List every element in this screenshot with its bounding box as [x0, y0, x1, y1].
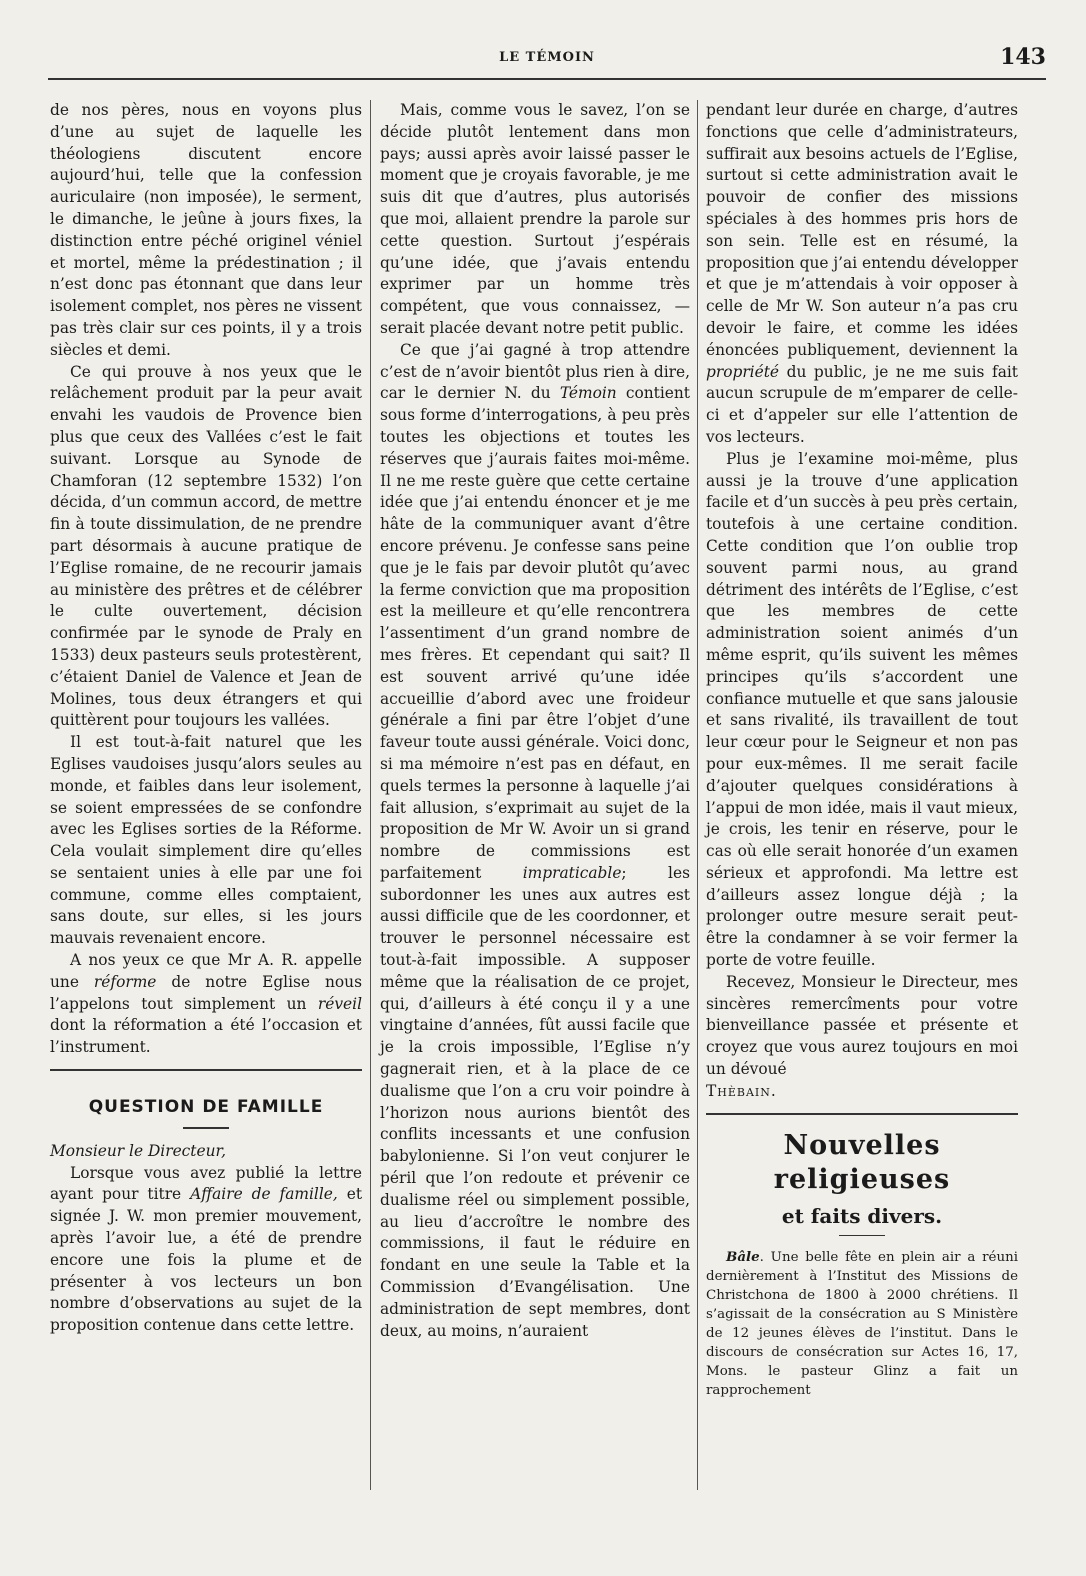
column-2 — [380, 100, 690, 1342]
paragraph — [50, 950, 362, 1059]
signature: Thèbain. — [706, 1081, 777, 1100]
running-title: LE TÉMOIN — [499, 50, 595, 65]
column-3 — [706, 100, 1018, 1400]
text-run: A nos yeux ce que Mr A. R. appelle une — [50, 951, 362, 991]
column-divider-left — [370, 100, 371, 1490]
text-run: Ce que j’ai gagné à trop attendre c’est de n’avoir bientôt plus rien à dire, car le dernier N. du — [380, 340, 690, 403]
emphasis: réveil — [317, 994, 362, 1013]
text-run: ; les subordonner les unes aux autres est aussi difficile que de les coordonner, et trouver le personnel nécessaire est tout-à-fait impossible. A supposer même que la réalisation de ce projet, qui, d’ailleurs à été conçu il y a une vingtaine d’années, fût aussi facile que je la crois impossible, l’Eglise n’y gagnerait rien, et à la place de ce dualisme que l’on a cru voir poindre à l’horizon nous aurions bientôt des conflits incessants et une confusion babylonienne. Si l’on veut conjurer le péril que l’on redoute et prévenir ce dualisme réel ou simplement possible, au lieu d’accroître le nombre des commissions, il faut le réduire en fondant en une seule la Table et la Commission d’Evangélisation. Une administration de sept membres, dont deux, au moins, n’auraient — [380, 863, 690, 1340]
column-divider-right — [697, 100, 698, 1490]
emphasis: propriété — [706, 362, 780, 381]
emphasis: réforme — [93, 972, 157, 991]
paragraph: de nos pères, nous en voyons plus d’une au sujet de laquelle les théologiens discutent encore aujourd’hui, telle que la confession auriculaire (non imposée), le serment, le dimanche, le jeûne à jours fixes, la distinction entre péché originel véniel et mortel, même la prédestination ; il n’est donc pas étonnant que dans leur isolement complet, nos pères ne vissent pas très clair sur ces points, il y a trois siècles et demi. — [50, 101, 362, 359]
paragraph — [380, 340, 690, 1343]
section-rule — [50, 1069, 362, 1071]
emphasis: impraticable — [522, 863, 622, 882]
running-header — [48, 44, 1046, 72]
news-section-subtitle: et faits divers. — [781, 1203, 943, 1228]
page-number: 143 — [1000, 44, 1046, 70]
paragraph — [50, 1163, 362, 1337]
news-item — [706, 1248, 1018, 1400]
text-run: du public, je ne me suis fait aucun scrupule de m’emparer de celle-ci et d’appeler sur elle l’attention de vos lecteurs. — [706, 362, 1018, 446]
paragraph: Ce qui prouve à nos yeux que le relâchement produit par la peur avait envahi les vaudois de Provence bien plus que ceux des Vallées c’est le fait suivant. Lorsque au Synode de Chamforan (12 septembre 1532) l’on décida, d’un commun accord, de mettre fin à toute dissimulation, de ne prendre part désormais à aucune pratique de l’Eglise romaine, de ne recourir jamais au ministère des prêtres et de célébrer le culte ouvertement, décision confirmée par le synode de Praly en 1533) deux pasteurs seuls protestèrent, c’étaient Daniel de Valence et Jean de Molines, tous deux étrangers et qui quittèrent pour toujours les vallées. — [50, 362, 362, 730]
text-run: de notre Eglise nous l’appelons tout simplement un — [50, 972, 362, 1013]
emphasis: Témoin — [559, 384, 617, 403]
text-run: dont la réformation a été l’occasion et l’instrument. — [50, 1016, 362, 1057]
section-rule — [706, 1113, 1018, 1115]
section-title: QUESTION DE FAMILLE — [88, 1097, 324, 1118]
text-run: . Une belle fête en plein air a réuni dernièrement à l’Institut des Missions de Christchona de 1800 à 2000 chrétiens. Il s’agissait de la consécration au S Ministère de 12 jeunes élèves de l’institut. Dans le discours de consécration sur Actes 16, 17, Mons. le pasteur Glinz a fait un rapprochement — [706, 1249, 1018, 1398]
text-run: pendant leur durée en charge, d’autres fonctions que celle d’administrateurs, suffirait aux besoins actuels de l’Eglise, surtout si cette administration avait le pouvoir de confier des missions spéciales à des hommes pris hors de son sein. Telle est en résumé, la proposition que j’ai entendu développer et que je m’attendais à voir opposer à celle de Mr W. Son auteur n’a pas cru devoir le faire, et comme les idées énoncées publiquement, deviennent la — [706, 101, 1019, 359]
news-place: Bâle — [726, 1248, 760, 1265]
text-run: et signée J. W. mon premier mouvement, après l’avoir lue, a été de prendre encore une fois la plume et de présenter à vos lecteurs un bon nombre d’observations au sujet de la proposition contenue dans cette lettre. — [50, 1185, 362, 1335]
text-run: Lorsque vous avez publié la lettre ayant pour titre — [50, 1163, 362, 1204]
paragraph: Mais, comme vous le savez, l’on se décide plutôt lentement dans mon pays; aussi après avoir laissé passer le moment que je croyais favorable, je me suis dit que d’autres, plus autorisés que moi, allaient prendre la parole sur cette question. Surtout j’espérais qu’une idée, que j’avais entendu exprimer par un homme très compétent, que vous connaissez, — serait placée devant notre petit public. — [380, 101, 690, 337]
paragraph: Plus je l’examine moi-même, plus aussi je la trouve d’une application facile et d’un succès à peu près certain, toutefois à une certaine condition. Cette condition que l’on oublie trop souvent parmi nous, au grand détriment des intérêts de l’Eglise, c’est que les membres de cette administration soient animés d’un même esprit, qu’ils suivent les mêmes principes qu’ils s’accordent une confiance mutuelle et que sans jalousie et sans rivalité, ils travaillent de tout leur cœur pour le Seigneur et non pas pour eux-mêmes. Il me serait facile d’ajouter quelques considérations à l’appui de mon idée, mais il vaut mieux, je crois, les tenir en réserve, pour le cas où elle serait honorée d’un examen sérieux et approfondi. Ma lettre est d’ailleurs assez longue déjà ; la prolonger outre mesure serait peut-être la condamner à se voir fermer la porte de votre feuille. — [706, 449, 1018, 970]
paragraph: Recevez, Monsieur le Directeur, mes sincères remercîments pour votre bienveillance passée et présente et croyez que vous aurez toujours en moi un dévoué — [706, 972, 1018, 1079]
header-rule — [48, 78, 1046, 80]
news-section-title: Nouvelles religieuses — [773, 1129, 951, 1195]
column-1 — [50, 100, 362, 1337]
text-run: contient sous forme d’interrogations, à peu près toutes les objections et toutes les réserves que j’aurais faites moi-même. Il ne me reste guère que cette certaine idée que j’ai entendu énoncer et je me hâte de la communiquer avant d’être encore prévenu. Je confesse sans peine que je le fais par devoir plutôt qu’avec la ferme conviction que ma proposition est la meilleure et qu’elle rencontrera l’assentiment d’un grand nombre de mes frères. Et cependant qui sait? Il est souvent arrivé qu’une idée accueillie d’abord avec une froideur générale a fini par être l’objet d’une faveur toute aussi générale. Voici donc, si ma mémoire n’est pas en défaut, en quels termes la personne à laquelle j’ai fait allusion, s’exprimait au sujet de la proposition de Mr W. Avoir un si grand nombre de commissions est parfaitement — [380, 384, 690, 882]
emphasis: Affaire de famille, — [190, 1185, 338, 1204]
paragraph — [706, 100, 1018, 449]
paragraph: Il est tout-à-fait naturel que les Eglises vaudoises jusqu’alors seules au monde, et faibles dans leur isolement, se soient empressées de se confondre avec les Eglises sorties de la Réforme. Cela voulait simplement dire qu’elles se sentaient unies à elle par une foi commune, comme elles comptaient, sans doute, sur elles, si les jours mauvais revenaient encore. — [50, 733, 362, 948]
salutation: Monsieur le Directeur, — [50, 1141, 227, 1160]
title-dash — [183, 1127, 229, 1129]
title-dash — [839, 1235, 885, 1236]
